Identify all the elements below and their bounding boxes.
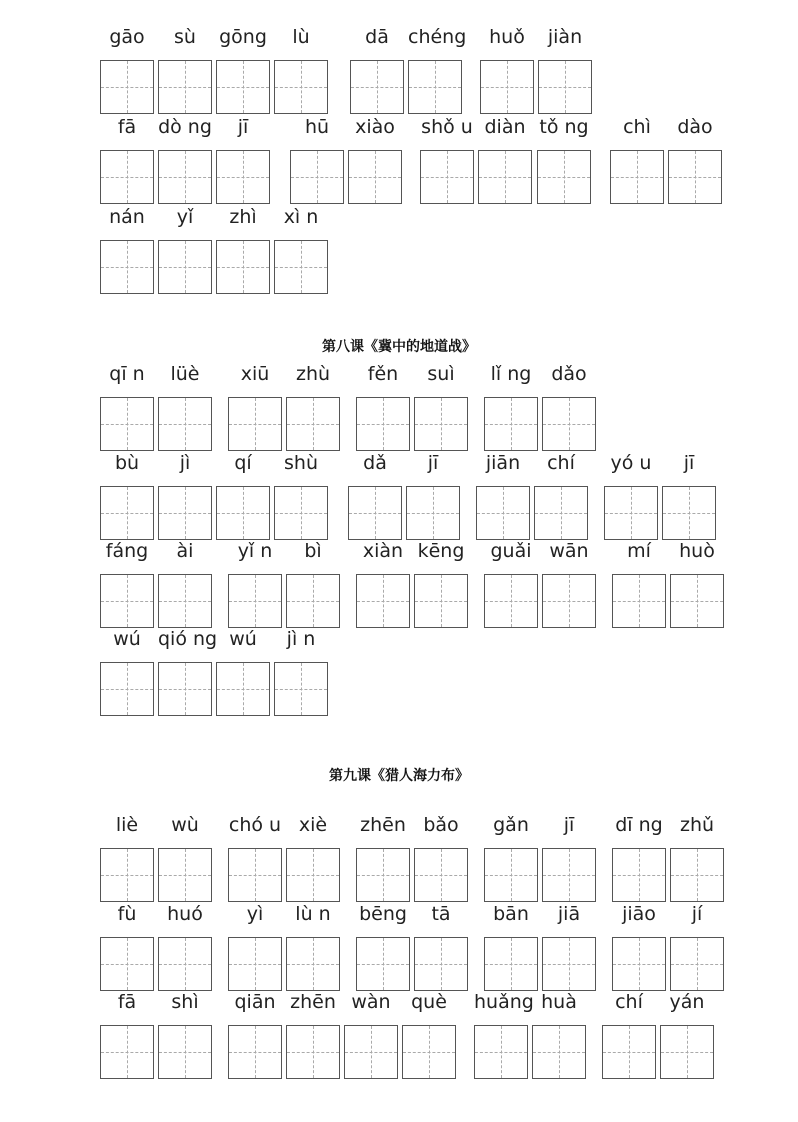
lesson-title: 第八课《冀中的地道战》 [322,339,476,355]
word-group [100,626,332,716]
writing-box[interactable] [612,937,666,991]
writing-box[interactable] [414,937,468,991]
pinyin-syllable: wān [549,540,589,562]
pinyin-syllable: tā [431,903,451,925]
word-group [484,901,600,991]
pinyin-syllable: bù [114,452,140,474]
writing-box[interactable] [414,397,468,451]
pinyin-syllable: fáng [105,540,149,562]
pinyin-syllable: jiàn [547,26,583,48]
writing-box[interactable] [414,848,468,902]
writing-box[interactable] [100,937,154,991]
writing-box[interactable] [604,486,658,540]
writing-box[interactable] [670,574,724,628]
pinyin-syllable: guǎi [490,540,532,562]
pinyin-syllable: què [411,991,447,1013]
pinyin-syllable: shù [284,452,318,474]
writing-box[interactable] [542,574,596,628]
writing-box[interactable] [100,486,154,540]
pinyin-syllable: yán [669,991,705,1013]
writing-box[interactable] [670,937,724,991]
writing-box[interactable] [668,150,722,204]
word-group [290,114,406,204]
pinyin-syllable: gāo [109,26,145,48]
word-group [228,989,344,1079]
word-group [474,989,590,1079]
pinyin-syllable: bān [493,903,529,925]
pinyin-syllable: qió ng [158,628,218,650]
writing-box[interactable] [100,150,154,204]
pinyin-syllable: xiàn [362,540,404,562]
pinyin-syllable: jī [427,452,439,474]
writing-box[interactable] [100,240,154,294]
word-group [484,361,600,451]
word-group [612,901,728,991]
pinyin-syllable: huó [167,903,203,925]
pinyin-syllable: fěn [367,363,399,385]
word-group [356,812,472,902]
writing-box[interactable] [158,397,212,451]
writing-box[interactable] [356,848,410,902]
pinyin-syllable: shì [171,991,199,1013]
lesson-title: 第九课《猎人海力布》 [329,768,469,784]
word-group [100,450,332,540]
writing-box[interactable] [158,240,212,294]
writing-box[interactable] [290,150,344,204]
pinyin-syllable: chí [547,452,575,474]
writing-box[interactable] [100,662,154,716]
writing-box[interactable] [610,150,664,204]
pinyin-syllable: hū [304,116,330,138]
writing-box[interactable] [100,1025,154,1079]
writing-box[interactable] [542,397,596,451]
pinyin-syllable: wàn [351,991,391,1013]
pinyin-syllable: jì [179,452,191,474]
writing-box[interactable] [286,848,340,902]
word-group [100,204,332,294]
writing-box[interactable] [274,60,328,114]
pinyin-syllable: jī [237,116,249,138]
pinyin-syllable: nán [109,206,145,228]
pinyin-syllable: chì [623,116,651,138]
word-group [350,24,466,114]
writing-box[interactable] [602,1025,656,1079]
pinyin-syllable: jiā [557,903,581,925]
writing-box[interactable] [612,574,666,628]
writing-box[interactable] [476,486,530,540]
pinyin-syllable: liè [115,814,139,836]
writing-box[interactable] [158,662,212,716]
word-group [480,24,596,114]
writing-box[interactable] [356,937,410,991]
writing-box[interactable] [286,1025,340,1079]
writing-box[interactable] [274,486,328,540]
pinyin-syllable: kēng [417,540,465,562]
word-group [100,361,216,451]
writing-box[interactable] [228,397,282,451]
writing-box[interactable] [612,848,666,902]
word-group [604,450,720,540]
writing-box[interactable] [484,848,538,902]
pinyin-syllable: ài [176,540,194,562]
pinyin-syllable: chó u [228,814,282,836]
pinyin-syllable: qí [234,452,252,474]
pinyin-syllable: wù [171,814,199,836]
writing-box[interactable] [356,574,410,628]
writing-box[interactable] [408,60,462,114]
writing-box[interactable] [484,937,538,991]
pinyin-syllable: jiāo [622,903,656,925]
pinyin-syllable: bēng [359,903,407,925]
word-group [484,812,600,902]
word-group [228,812,344,902]
writing-box[interactable] [484,574,538,628]
writing-box[interactable] [228,574,282,628]
writing-box[interactable] [228,848,282,902]
pinyin-syllable: dǎ [363,452,387,474]
pinyin-syllable: zhì [229,206,257,228]
pinyin-syllable: gǎn [493,814,529,836]
pinyin-syllable: jī [563,814,575,836]
writing-box[interactable] [348,486,402,540]
pinyin-syllable: zhǔ [679,814,715,836]
word-group [100,812,216,902]
pinyin-syllable: yǐ n [237,540,273,562]
writing-box[interactable] [542,848,596,902]
writing-box[interactable] [100,574,154,628]
word-group [356,901,472,991]
word-group [344,989,460,1079]
pinyin-syllable: dā [365,26,389,48]
pinyin-syllable: huǒ [489,26,525,48]
writing-box[interactable] [158,60,212,114]
word-group [228,901,344,991]
writing-box[interactable] [158,150,212,204]
writing-box[interactable] [474,1025,528,1079]
writing-box[interactable] [414,574,468,628]
pinyin-syllable: xiè [298,814,328,836]
writing-box[interactable] [158,937,212,991]
writing-box[interactable] [478,150,532,204]
pinyin-syllable: xì n [283,206,319,228]
pinyin-syllable: huò [679,540,715,562]
word-group [537,114,595,204]
pinyin-syllable: fā [117,116,137,138]
pinyin-syllable: zhēn [290,991,336,1013]
writing-box[interactable] [406,486,460,540]
pinyin-syllable: bì [304,540,322,562]
word-group [356,538,472,628]
pinyin-syllable: jì n [286,628,316,650]
pinyin-syllable: lù [292,26,310,48]
pinyin-syllable: huà [541,991,577,1013]
pinyin-syllable: suì [427,363,455,385]
pinyin-syllable: lù n [295,903,331,925]
pinyin-syllable: diàn [484,116,526,138]
word-group [476,450,592,540]
writing-box[interactable] [286,937,340,991]
writing-box[interactable] [480,60,534,114]
writing-box[interactable] [100,397,154,451]
writing-box[interactable] [660,1025,714,1079]
pinyin-syllable: fù [117,903,137,925]
word-group [356,361,472,451]
pinyin-syllable: jí [691,903,703,925]
writing-box[interactable] [216,662,270,716]
pinyin-syllable: mí [627,540,651,562]
writing-box[interactable] [484,397,538,451]
pinyin-syllable: lǐ ng [490,363,532,385]
pinyin-syllable: qī n [109,363,145,385]
pinyin-syllable: sù [174,26,196,48]
word-group [100,114,274,204]
pinyin-syllable: xiào [355,116,395,138]
pinyin-syllable: lüè [170,363,200,385]
word-group [100,24,332,114]
pinyin-syllable: dǎo [551,363,587,385]
writing-box[interactable] [348,150,402,204]
word-group [100,901,216,991]
pinyin-syllable: jiān [485,452,521,474]
writing-box[interactable] [100,60,154,114]
writing-box[interactable] [662,486,716,540]
pinyin-syllable: zhēn [360,814,406,836]
writing-box[interactable] [538,60,592,114]
writing-box[interactable] [100,848,154,902]
pinyin-syllable: wú [229,628,257,650]
writing-box[interactable] [286,397,340,451]
writing-box[interactable] [534,486,588,540]
word-group [228,538,344,628]
word-group [602,989,718,1079]
writing-box[interactable] [216,240,270,294]
pinyin-syllable: chéng [408,26,467,48]
writing-box[interactable] [670,848,724,902]
pinyin-syllable: dī ng [615,814,663,836]
writing-box[interactable] [158,1025,212,1079]
writing-box[interactable] [228,937,282,991]
word-group [100,538,216,628]
writing-box[interactable] [274,240,328,294]
pinyin-syllable: qiān [234,991,276,1013]
word-group [484,538,600,628]
word-group [612,538,728,628]
pinyin-syllable: gōng [219,26,267,48]
writing-box[interactable] [344,1025,398,1079]
writing-box[interactable] [532,1025,586,1079]
word-group [348,450,464,540]
writing-box[interactable] [542,937,596,991]
word-group [612,812,728,902]
writing-box[interactable] [158,574,212,628]
pinyin-syllable: yì [246,903,264,925]
word-group [420,114,536,204]
pinyin-syllable: dào [677,116,713,138]
pinyin-syllable: chí [615,991,643,1013]
pinyin-syllable: jī [683,452,695,474]
writing-box[interactable] [350,60,404,114]
writing-box[interactable] [420,150,474,204]
pinyin-syllable: fā [117,991,137,1013]
writing-box[interactable] [158,848,212,902]
pinyin-syllable: yó u [610,452,652,474]
writing-box[interactable] [216,150,270,204]
writing-box[interactable] [228,1025,282,1079]
writing-box[interactable] [158,486,212,540]
pinyin-syllable: tǒ ng [539,116,589,138]
writing-box[interactable] [356,397,410,451]
writing-box[interactable] [537,150,591,204]
writing-box[interactable] [216,60,270,114]
word-group [610,114,726,204]
word-group [100,989,216,1079]
pinyin-syllable: zhù [295,363,331,385]
word-group [228,361,344,451]
pinyin-syllable: dò ng [158,116,212,138]
pinyin-syllable: huǎng [474,991,534,1013]
pinyin-syllable: xiū [240,363,270,385]
writing-box[interactable] [274,662,328,716]
writing-box[interactable] [286,574,340,628]
pinyin-syllable: shǒ u [421,116,473,138]
pinyin-syllable: wú [113,628,141,650]
writing-box[interactable] [216,486,270,540]
writing-box[interactable] [402,1025,456,1079]
pinyin-syllable: bǎo [423,814,459,836]
pinyin-syllable: yǐ [176,206,194,228]
